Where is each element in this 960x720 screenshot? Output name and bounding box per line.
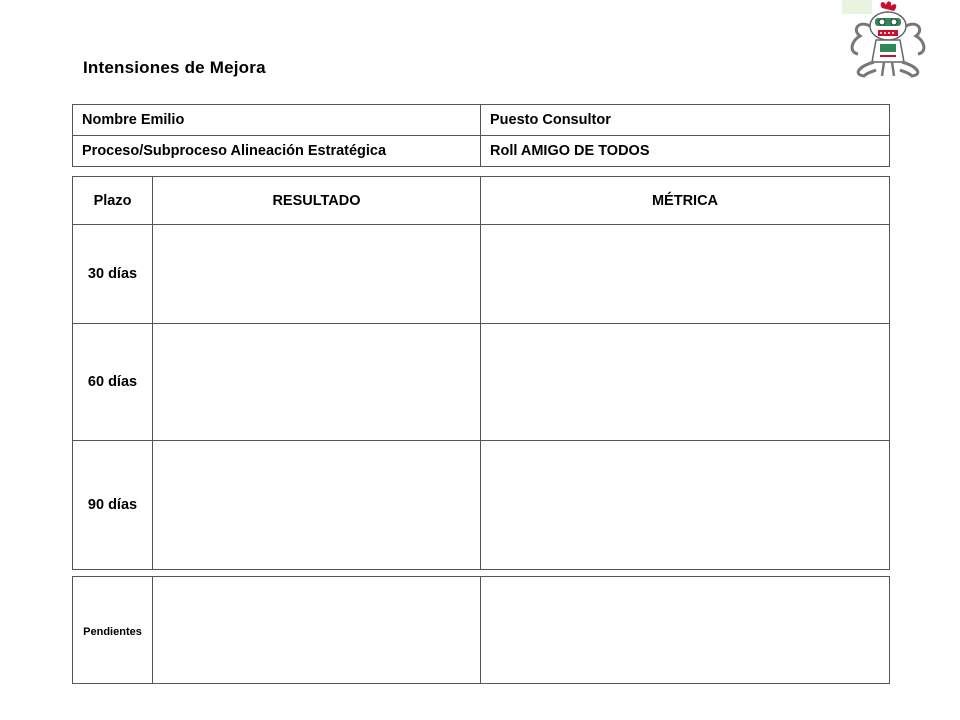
metrica-cell[interactable]: [481, 324, 890, 441]
metrica-header: MÉTRICA: [481, 177, 890, 225]
roll-field: Roll AMIGO DE TODOS: [481, 136, 890, 167]
resultado-header: RESULTADO: [153, 177, 481, 225]
metrica-cell[interactable]: [481, 441, 890, 570]
pendientes-resultado-cell[interactable]: [153, 577, 481, 684]
plazo-cell: 30 días: [73, 225, 153, 324]
proceso-field: Proceso/Subproceso Alineación Estratégica: [73, 136, 481, 167]
table-header-row: [73, 177, 890, 225]
plazo-header: Plazo: [73, 177, 153, 225]
plazo-cell: 60 días: [73, 324, 153, 441]
puesto-field: Puesto Consultor: [481, 105, 890, 136]
table-row: [73, 324, 890, 441]
pendientes-metrica-cell[interactable]: [481, 577, 890, 684]
page-title: Intensiones de Mejora: [83, 58, 266, 77]
plazo-cell: 90 días: [73, 441, 153, 570]
metrica-cell[interactable]: [481, 225, 890, 324]
nombre-field: Nombre Emilio: [73, 105, 481, 136]
resultado-cell[interactable]: [153, 441, 481, 570]
info-table: [72, 104, 890, 167]
pendientes-table: [72, 576, 890, 684]
plan-table: [72, 176, 890, 570]
resultado-cell[interactable]: [153, 324, 481, 441]
pendientes-label: Pendientes: [73, 577, 153, 684]
mascot-logo-icon: [838, 0, 938, 82]
resultado-cell[interactable]: [153, 225, 481, 324]
pendientes-row: [73, 577, 890, 684]
table-row: [73, 225, 890, 324]
table-row: [73, 441, 890, 570]
